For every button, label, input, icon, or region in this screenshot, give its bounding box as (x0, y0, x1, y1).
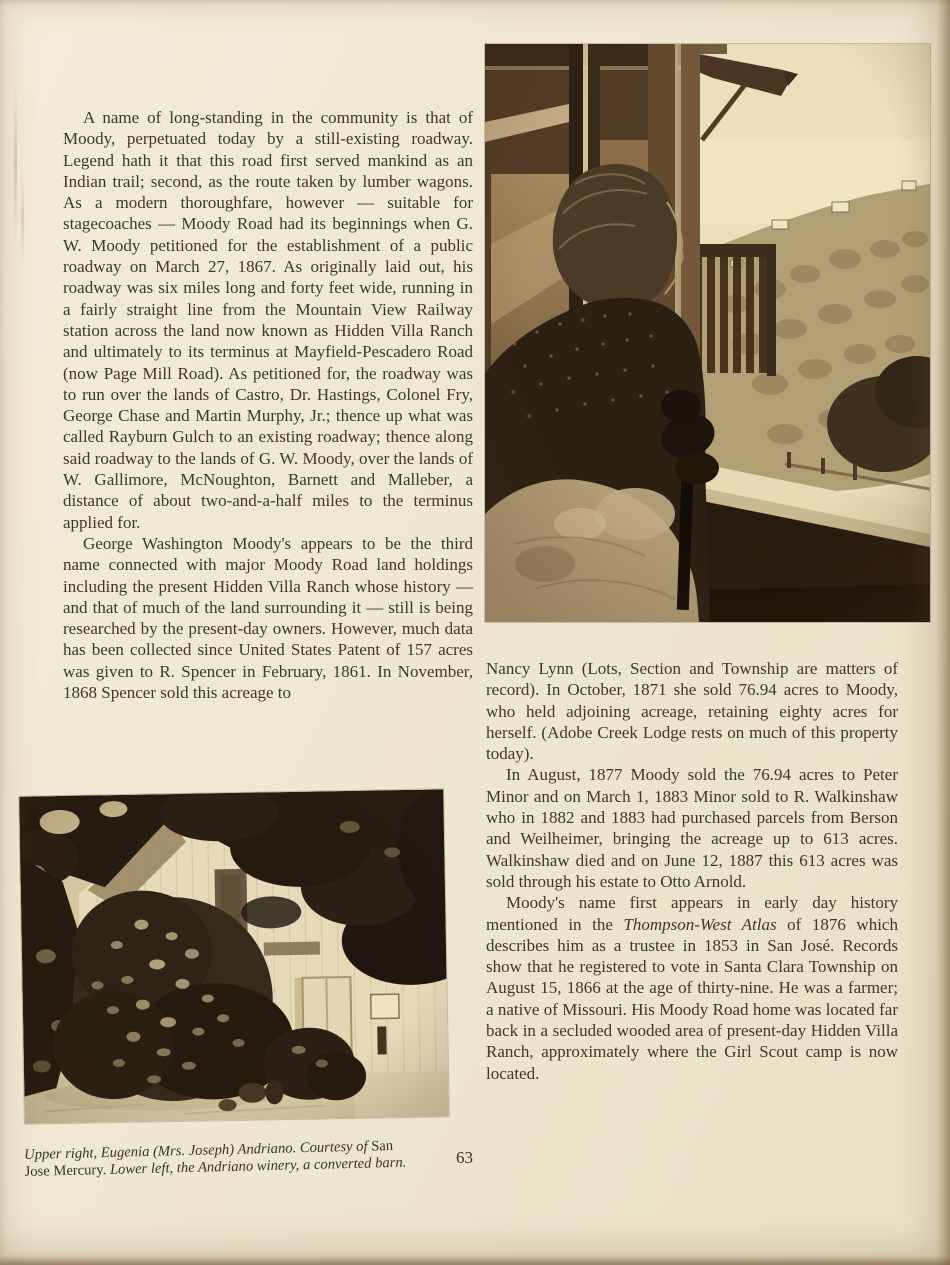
caption-publication-name: San Jose Mercury. (24, 1137, 394, 1181)
left-text-column (63, 107, 473, 703)
paper-crease (21, 170, 24, 265)
page-edge-bottom (0, 1256, 950, 1265)
paragraph-text: of 1876 which describes him as a trustee in 1853 in San José. Records show that he registered to vote in Santa Clara Township on August 15, 1866 at the age of thirty-nine. He was a farmer; a native of Missouri. His Moody Road home was located far back in a secluded wooded area of present-day Hidden Villa Ranch, approximately where the Girl Scout camp is now located. (486, 914, 898, 1083)
paragraph (486, 892, 898, 1084)
page-edge-right (936, 0, 950, 1265)
paper-crease (14, 84, 17, 244)
page-number: 63 (456, 1148, 473, 1167)
paragraph: George Washington Moody's appears to be the third name connected with major Moody Road land holdings including the present Hidden Villa Ranch whose history — and that of much of the land surrounding it — still is being researched by the present-day owners. However, much data has been collected since United States Patent of 157 acres was given to R. Spencer in February, 1861. In November, 1868 Spencer sold this acreage to (63, 533, 473, 703)
paragraph-text: Moody's name first appears in early day history mentioned in the (486, 893, 898, 934)
paragraph: A name of long-standing in the community is that of Moody, perpetuated today by a still-existing roadway. Legend hath it that this road first served mankind as an Indian trail; second, as the route taken by lumber wagons. As a modern thoroughfare, however — suitable for stagecoaches — Moody Road had its beginnings when G. W. Moody petitioned for the establishment of a public roadway on March 27, 1867. As originally laid out, his roadway was six miles long and forty feet wide, running in a fairly straight line from the Mountain View Railway station across the land now known as Hidden Villa Ranch and ultimately to its terminus at Mayfield-Pescadero Road (now Page Mill Road). As petitioned for, the roadway was to run over the lands of Castro, Dr. Hastings, Colonel Fry, George Chase and Martin Murphy, Jr.; thence up what was called Rayburn Gulch to an existing roadway; thence along said roadway to the lands of G. W. Moody, over the lands of W. Gallimore, McNoughton, Barnett and Malleber, a distance of about two-and-a-half miles to the terminus applied for. (63, 108, 473, 532)
paragraph: Nancy Lynn (Lots, Section and Township are matters of record). In October, 1871 she sold 76.94 acres to Moody, who held adjoining acreage, retaining eighty acres for herself. (Adobe Creek Lodge rests on much of this property today). (486, 659, 898, 764)
caption-italic-part: Upper right, Eugenia (Mrs. Joseph) Andriano. Courtesy of (24, 1138, 372, 1163)
right-text-column (486, 658, 898, 1084)
photo-eugenia-andriano-window (485, 44, 930, 622)
photo-andriano-winery-barn (19, 789, 449, 1123)
window-portrait-illustration (485, 44, 930, 622)
page-edge-top (0, 0, 950, 6)
photo-caption (24, 1138, 413, 1182)
caption-italic-part: Lower left, the Andriano winery, a converted barn. (106, 1155, 407, 1179)
winery-barn-illustration (19, 789, 449, 1123)
book-title-italic: Thompson-West Atlas (623, 914, 777, 934)
paragraph: In August, 1877 Moody sold the 76.94 acres to Peter Minor and on March 1, 1883 Minor sold to R. Walkinshaw who in 1882 and 1883 had purchased parcels from Berson and Weilheimer, bringing the acreage up to 613 acres. Walkinshaw died and on June 12, 1887 this 613 acres was sold through his estate to Otto Arnold. (486, 765, 898, 891)
